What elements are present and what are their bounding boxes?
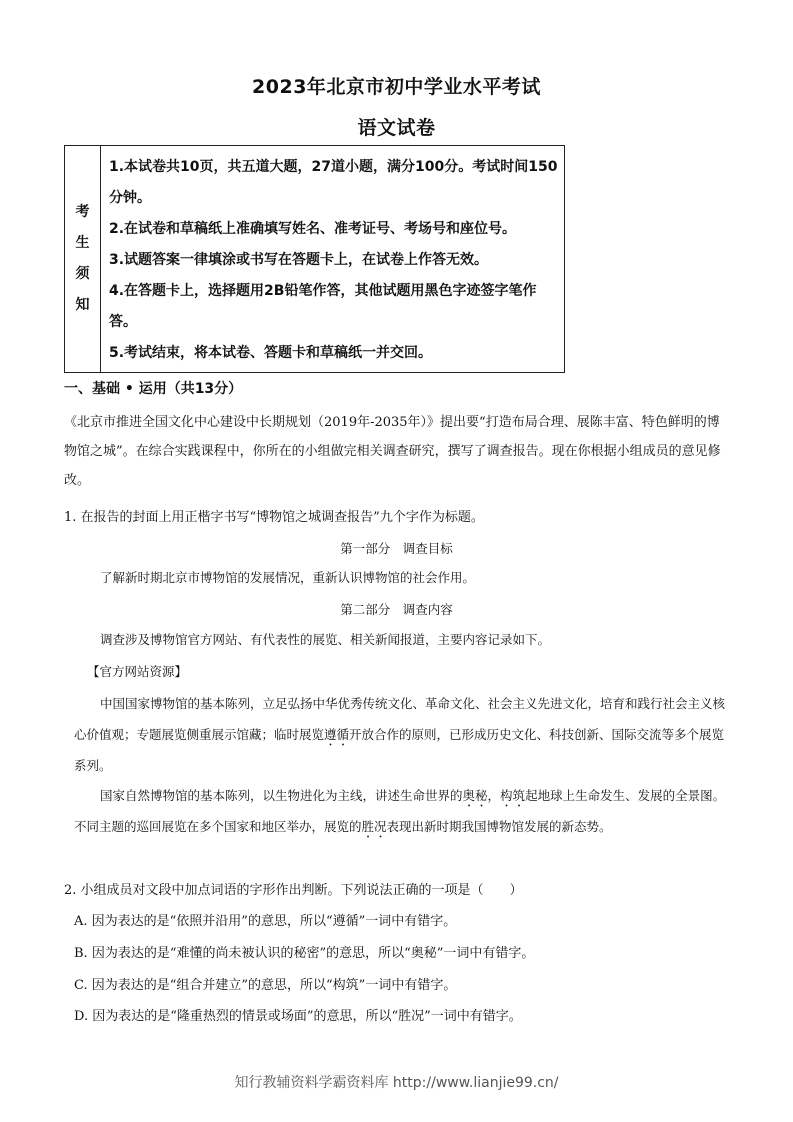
- text-segment: ，: [487, 788, 501, 803]
- natural-museum-paragraph: [74, 780, 730, 842]
- text-segment: 起地球上生命发生、发展的全景图。不同主题的巡回展览在多个国家和地区举办，展览的: [74, 788, 726, 834]
- dotted-word: 遵循: [324, 727, 350, 742]
- dotted-word: 奥秘: [462, 788, 488, 803]
- option-a: A. 因为表达的是“依照并沿用”的意思，所以“遵循”一词中有错字。: [74, 914, 457, 929]
- text-segment: 开放合作的原则，已形成历史文化、科技创新、国际交流等多个展览系列。: [74, 727, 725, 773]
- notice-item: 5.考试结束，将本试卷、答题卡和草稿纸一并交回。: [109, 345, 433, 361]
- option-d: D. 因为表达的是“隆重热烈的情景或场面”的意思，所以“胜况”一词中有错字。: [74, 1009, 522, 1024]
- text-segment: 中国国家博物馆的基本陈列，立足弘扬中华优秀传统文化、革命文化、社会主义先进文化，培育和践行社会主义核心价值观；专题展览侧重展示馆藏；临时展览: [74, 696, 726, 742]
- option-c: C. 因为表达的是“组合并建立”的意思，所以“构筑”一词中有错字。: [74, 978, 457, 993]
- notice-label-char: 生: [75, 235, 90, 251]
- text-segment: 表现出新时期我国博物馆发展的新态势。: [386, 819, 612, 834]
- question-1: 1. 在报告的封面上用正楷字书写“博物馆之城调查报告”九个字作为标题。: [64, 510, 484, 525]
- notice-items: [109, 152, 558, 369]
- resource-label: 【官方网站资源】: [87, 664, 188, 679]
- notice-label-char: 知: [75, 297, 90, 313]
- watermark-footer: 知行教辅资料学霸资料库 http://www.lianjie99.cn/: [234, 1075, 559, 1091]
- question-2-stem: 2. 小组成员对文段中加点词语的字形作出判断。下列说法正确的一项是（ ）: [64, 883, 523, 898]
- part2-text: 调查涉及博物馆官方网站、有代表性的展览、相关新闻报道，主要内容记录如下。: [100, 632, 551, 647]
- notice-item: 4.在答题卡上，选择题用2B铅笔作答，其他试题用黑色字迹签字笔作答。: [109, 283, 537, 330]
- section-intro: 《北京市推进全国文化中心建设中长期规划（2019年-2035年）》提出要“打造布局合理、展陈丰富、特色鲜明的博物馆之城”。在综合实践课程中，你所在的小组做完相关调查研究，撰写了调查报告。现在你根据小组成员的意见修改。: [64, 415, 721, 488]
- exam-subtitle: 语文试卷: [357, 117, 436, 139]
- exam-title: 2023年北京市初中学业水平考试: [252, 76, 541, 98]
- part1-text: 了解新时期北京市博物馆的发展情况，重新认识博物馆的社会作用。: [100, 570, 476, 585]
- dotted-word: 构筑: [500, 788, 526, 803]
- dotted-word: 胜况: [361, 819, 387, 834]
- notice-label: [65, 146, 101, 372]
- part1-heading: 第一部分 调查目标: [340, 541, 453, 556]
- notice-label-char: 须: [75, 266, 90, 282]
- section-heading: 一、基础 • 运用（共13分）: [64, 381, 243, 397]
- part2-heading: 第二部分 调查内容: [340, 602, 453, 617]
- notice-box: [64, 145, 565, 373]
- text-segment: 国家自然博物馆的基本陈列，以生物进化为主线，讲述生命世界的: [100, 788, 463, 803]
- option-b: B. 因为表达的是“难懂的尚未被认识的秘密”的意思，所以“奥秘”一词中有错字。: [74, 946, 535, 961]
- notice-item: 1.本试卷共10页，共五道大题，27道小题，满分100分。考试时间150分钟。: [109, 159, 558, 206]
- notice-item: 3.试题答案一律填涂或书写在答题卡上，在试卷上作答无效。: [109, 252, 489, 268]
- national-museum-paragraph: [74, 688, 730, 781]
- notice-item: 2.在试卷和草稿纸上准确填写姓名、准考证号、考场号和座位号。: [109, 221, 517, 237]
- notice-label-char: 考: [75, 204, 90, 220]
